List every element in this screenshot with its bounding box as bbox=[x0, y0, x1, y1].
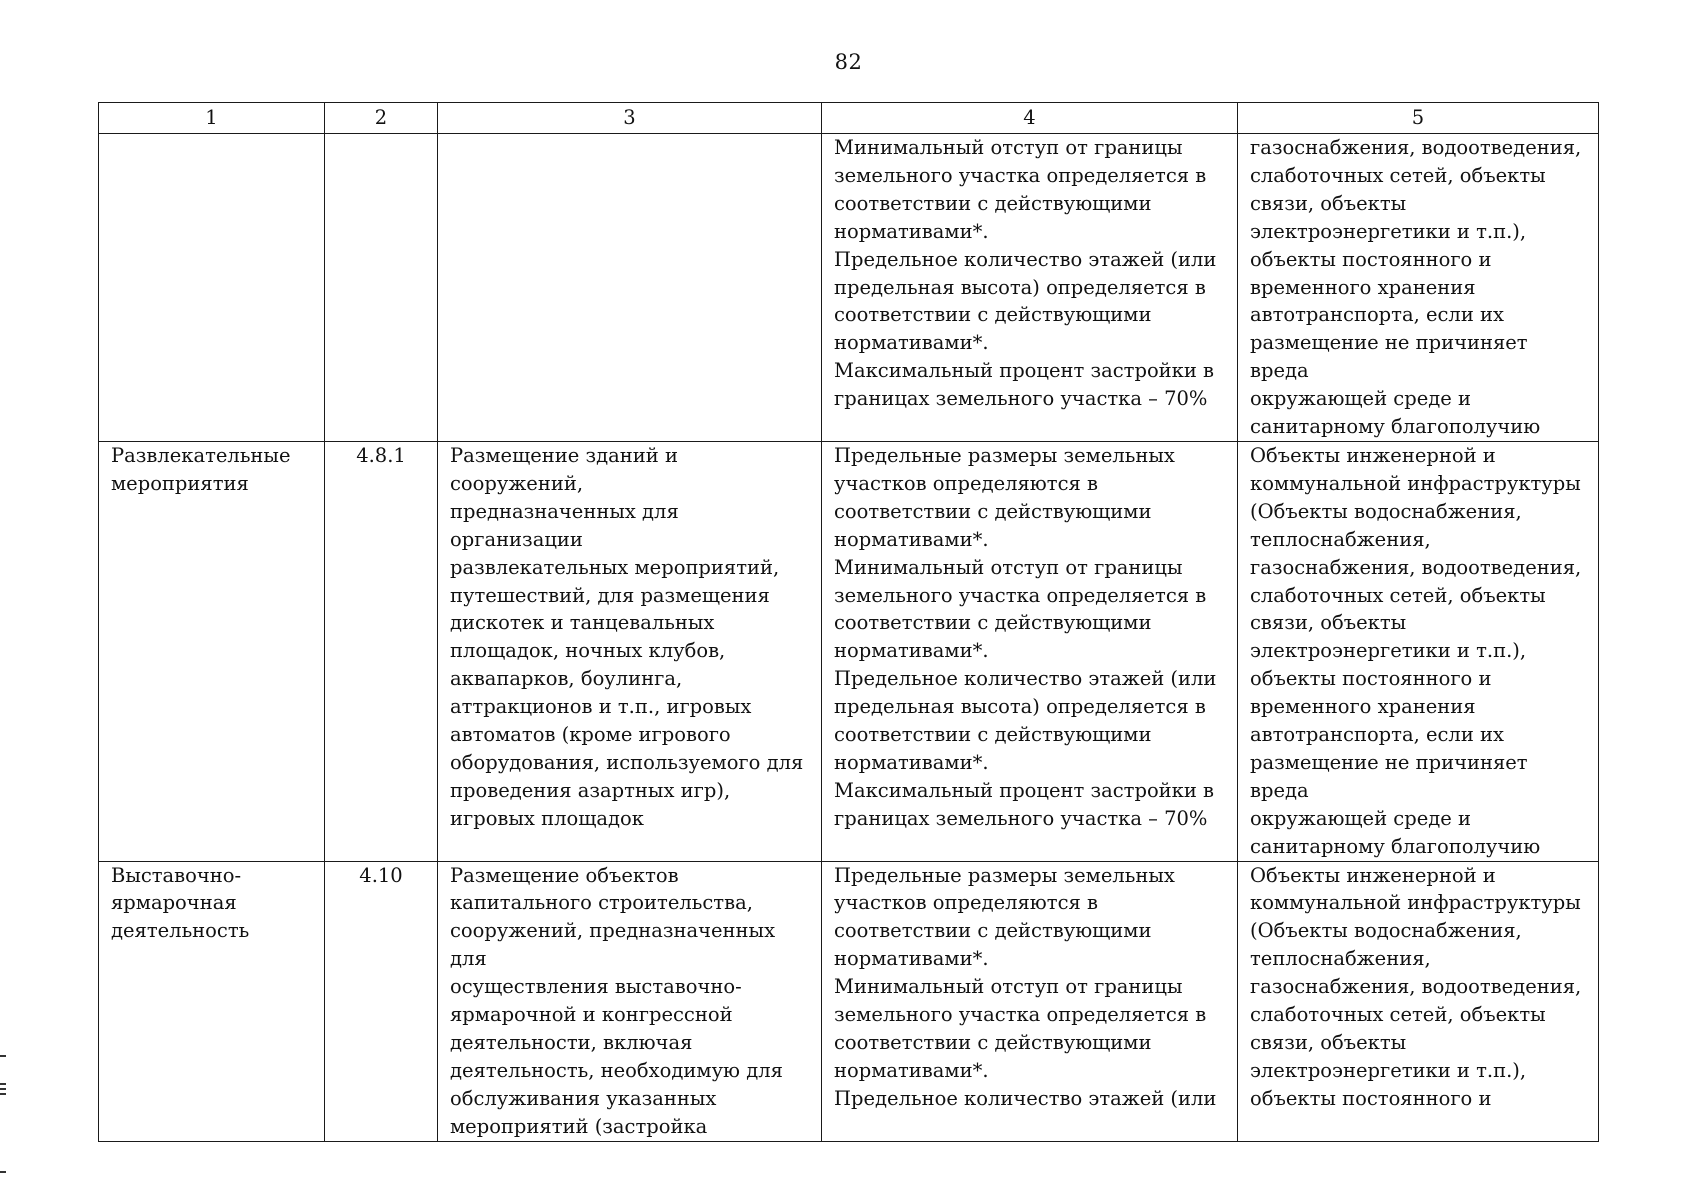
scan-margin-marks bbox=[0, 1055, 10, 1175]
use-code-cell: 4.8.1 bbox=[325, 441, 438, 861]
column-header-1: 1 bbox=[99, 103, 325, 134]
use-code-cell: 4.10 bbox=[325, 861, 438, 1141]
column-header-4: 4 bbox=[822, 103, 1238, 134]
land-use-table bbox=[98, 102, 1599, 1142]
column-header-2: 2 bbox=[325, 103, 438, 134]
parameters-cell: Минимальный отступ от границы земельного участка определяется в соответствии с действующими нормативами*. Предельное количество этажей (или предельная высота) определяется в соответствии с действующими нормативами*. Максимальный процент застройки в границах земельного участка – 70% bbox=[822, 134, 1238, 442]
page-number: 82 bbox=[834, 50, 863, 74]
auxiliary-uses-cell: Объекты инженерной и коммунальной инфраструктуры (Объекты водоснабжения, теплоснабжения, газоснабжения, водоотведения, слаботочных сетей, объекты связи, объекты электроэнергетики и т.п.), объекты постоянного и временного хранения автотранспорта, если их размещение не причиняет вреда окружающей среде и санитарному благополучию bbox=[1238, 441, 1599, 861]
column-header-3: 3 bbox=[438, 103, 822, 134]
use-type-cell: Развлекательные мероприятия bbox=[99, 441, 325, 861]
table-row bbox=[99, 861, 1599, 1141]
table-header-row bbox=[99, 103, 1599, 134]
parameters-cell: Предельные размеры земельных участков определяются в соответствии с действующими нормативами*. Минимальный отступ от границы земельного участка определяется в соответствии с действующими нормативами*. Предельное количество этажей (или bbox=[822, 861, 1238, 1141]
use-type-cell: Выставочно- ярмарочная деятельность bbox=[99, 861, 325, 1141]
auxiliary-uses-cell: Объекты инженерной и коммунальной инфраструктуры (Объекты водоснабжения, теплоснабжения, газоснабжения, водоотведения, слаботочных сетей, объекты связи, объекты электроэнергетики и т.п.), объекты постоянного и bbox=[1238, 861, 1599, 1141]
auxiliary-uses-cell: газоснабжения, водоотведения, слаботочных сетей, объекты связи, объекты электроэнергетики и т.п.), объекты постоянного и временного хранения автотранспорта, если их размещение не причиняет вреда окружающей среде и санитарному благополучию bbox=[1238, 134, 1599, 442]
column-header-5: 5 bbox=[1238, 103, 1599, 134]
use-description-cell bbox=[438, 134, 822, 442]
use-description-cell: Размещение объектов капитального строительства, сооружений, предназначенных для осуществления выставочно- ярмарочной и конгрессной деятельности, включая деятельность, необходимую для обслуживания указанных мероприятий (застройка bbox=[438, 861, 822, 1141]
use-type-cell bbox=[99, 134, 325, 442]
table-row bbox=[99, 441, 1599, 861]
use-code-cell bbox=[325, 134, 438, 442]
use-description-cell: Размещение зданий и сооружений, предназначенных для организации развлекательных мероприятий, путешествий, для размещения дискотек и танцевальных площадок, ночных клубов, аквапарков, боулинга, аттракционов и т.п., игровых автоматов (кроме игрового оборудования, используемого для проведения азартных игр), игровых площадок bbox=[438, 441, 822, 861]
parameters-cell: Предельные размеры земельных участков определяются в соответствии с действующими нормативами*. Минимальный отступ от границы земельного участка определяется в соответствии с действующими нормативами*. Предельное количество этажей (или предельная высота) определяется в соответствии с действующими нормативами*. Максимальный процент застройки в границах земельного участка – 70% bbox=[822, 441, 1238, 861]
table-row bbox=[99, 134, 1599, 442]
